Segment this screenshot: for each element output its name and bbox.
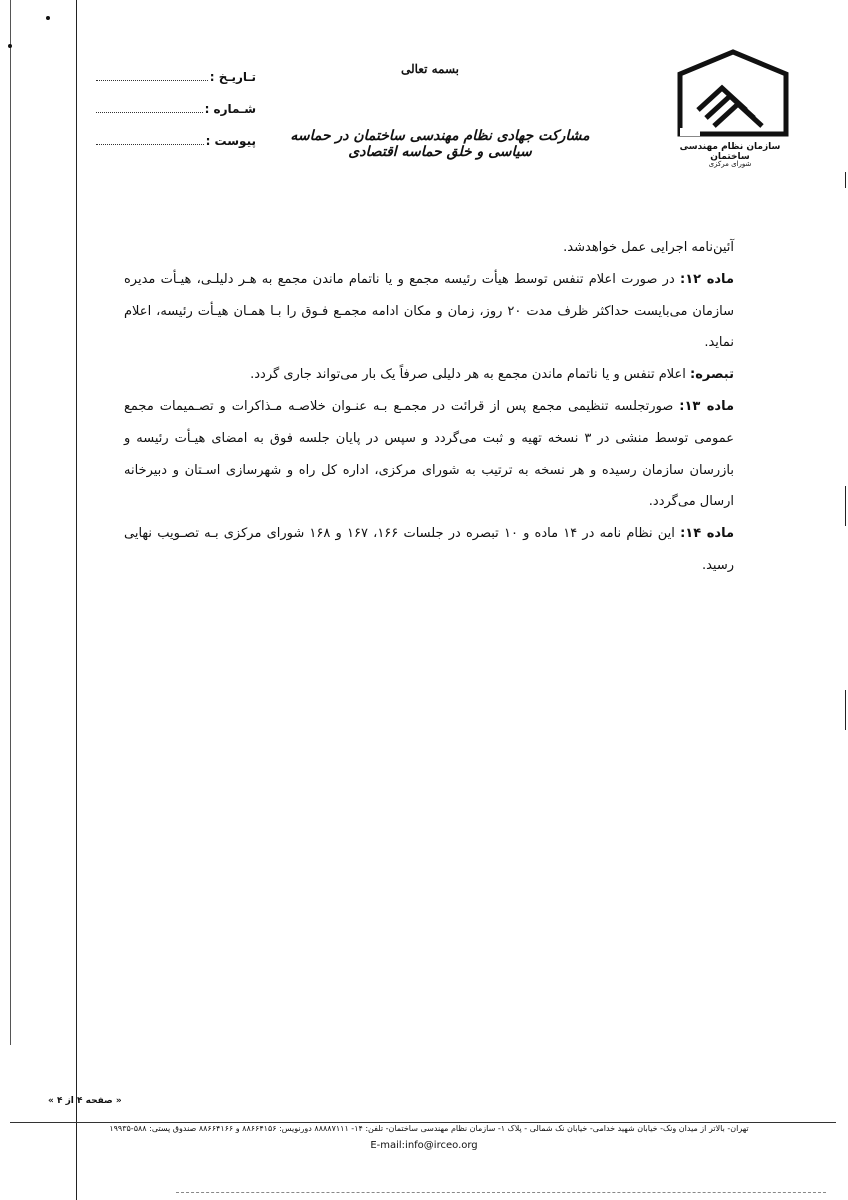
article-13-title: ماده ۱۳: [679, 398, 734, 414]
top-edge-line [10, 0, 11, 1045]
punch-dot [46, 16, 50, 20]
right-edge-mark [845, 690, 846, 730]
article-12-title: ماده ۱۲: [680, 271, 734, 287]
number-dots [96, 104, 203, 113]
article-13-text: صورتجلسه تنظیمی مجمع پس از قرائت در مجمـع بـه عنـوان خلاصـه مـذاکرات و تصـمیمات مجمع عمومی توسط منشی در ۳ نسخه تهیه و ثبت می‌گردد و سپس در پایان جلسه فوق به امضای هیـأت رئیسه و بازرسان سازمان رسیده و هر نسخه به ترتیب به شورای مرکزی، اداره کل راه و شهرسازی اسـتان و دبیرخانه ارسال می‌گردد. [124, 398, 734, 510]
intro-line: آئین‌نامه اجرایی عمل خواهد‌شد. [563, 240, 734, 255]
right-edge-mark [845, 486, 846, 526]
org-subtitle: شورای مرکزی [708, 160, 752, 168]
page-number: « صفحه ۴ از ۴ » [48, 1096, 122, 1106]
org-name: سازمان نظام مهندسی ساختمان [679, 142, 781, 162]
punch-dot [8, 44, 12, 48]
bottom-rule [176, 1192, 826, 1193]
number-label: شـماره : [204, 102, 256, 116]
attachment-dots [96, 136, 204, 145]
slogan: مشارکت جهادی نظام مهندسی ساختمان در حماسه سیاسی و خلق حماسه اقتصادی [290, 128, 590, 160]
footer-email: E-mail:info@irceo.org [370, 1140, 478, 1151]
bismillah: بسمه تعالی [400, 62, 460, 76]
article-13 [124, 391, 734, 518]
article-12-text: در صورت اعلام تنفس توسط هیأت رئیسه مجمع و یا ناتمام ماندن مجمع به هـر دلیلـی، هیـأت مدیره سازمان می‌بایست حداکثر ظرف مدت ۲۰ روز، زمان و مکان ادامه مجمـع فـوق را بـا همـان هیـأت رئیسه، اعلام نماید. [124, 271, 734, 351]
attachment-label: پیوست : [205, 134, 256, 148]
article-14-text: این نظام نامه در ۱۴ ماده و ۱۰ تبصره در جلسات ۱۶۶، ۱۶۷ و ۱۶۸ شورای مرکزی بـه تصـویب نهایی رسید. [124, 526, 734, 573]
article-14-title: ماده ۱۴: [680, 526, 735, 542]
date-label: تـاریـخ : [209, 70, 256, 84]
footer-address: تهران- بالاتر از میدان ونک- خیابان شهید خدامی- خیابان نک شمالی - پلاک ۱- سازمان نظام مهندسی ساختمان- تلفن: ۱۴- ۸۸۸۸۷۱۱۱ دورنویس: ۸۸۶۶۴۱۵۶ و ۸۸۶۶۴۱۶۶ صندوق پستی: ۵۸۸-۱۹۹۳۵ [109, 1124, 749, 1133]
date-dots [96, 72, 208, 81]
document-body [124, 232, 734, 582]
right-edge-mark [845, 172, 846, 188]
left-margin-line [76, 0, 77, 1200]
attachment-field [96, 134, 256, 148]
date-field [96, 70, 256, 84]
note-text: اعلام تنفس و یا ناتمام ماندن مجمع به هر دلیلی صرفاً یک بار می‌تواند جاری گردد. [250, 367, 686, 383]
article-14 [124, 518, 734, 582]
footer-divider [10, 1122, 836, 1123]
org-logo-icon [672, 48, 794, 144]
note [124, 359, 734, 391]
note-title: تبصره: [690, 367, 734, 383]
article-12 [124, 264, 734, 359]
number-field [96, 102, 256, 116]
